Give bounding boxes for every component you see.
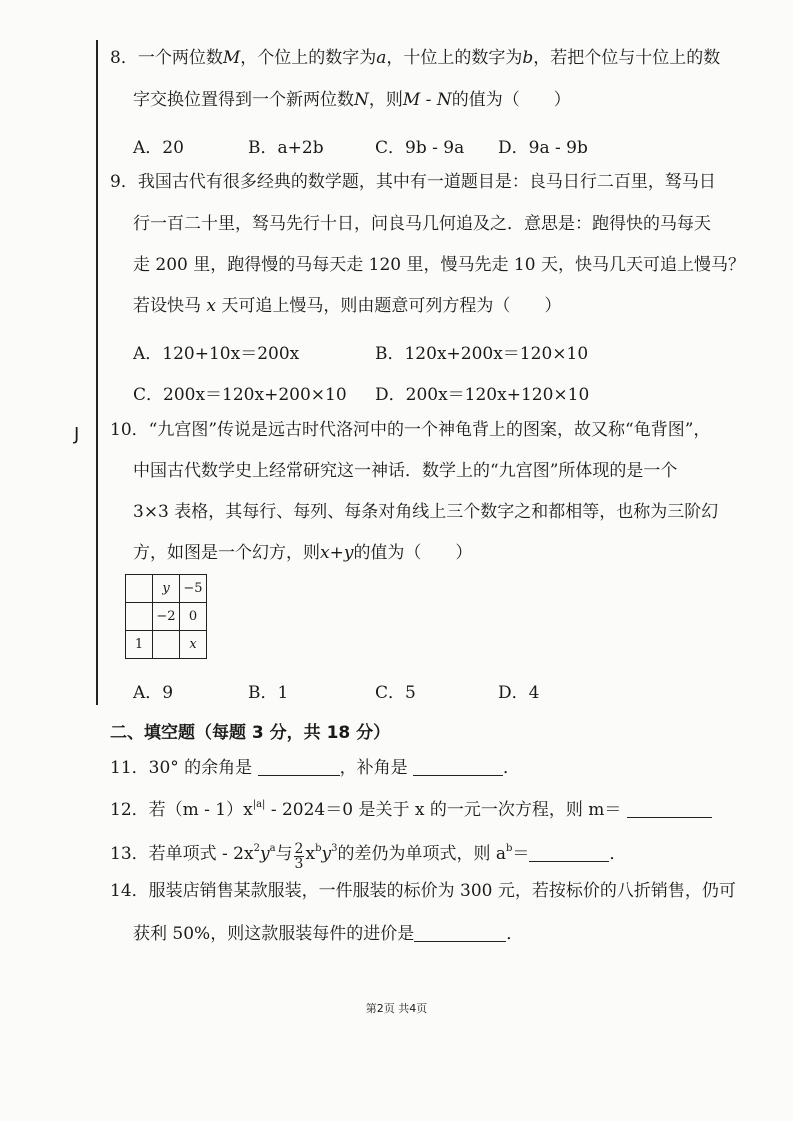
section-heading-fill-in: 二、填空题（每题 3 分，共 18 分） xyxy=(110,723,391,743)
answer-blank[interactable] xyxy=(413,759,503,776)
q13-line: 13．若单项式 - $2x^2y^a$与 $\frac{2}{3}$ $x^by^3$的差仍为单项式，则 $a^b=$ ． xyxy=(110,841,627,872)
grid-cell: 1 xyxy=(126,631,153,659)
q8-option-d: D．9a - 9b xyxy=(498,138,588,158)
q14-line-1: 14．服装店销售某款服装，一件服装的标价为 300 元，若按标价的八折销售，仍可 xyxy=(110,881,736,901)
q10-line-2: 中国古代数学史上经常研究这一神话．数学上的“九宫图”所体现的是一个 xyxy=(133,461,678,481)
answer-blank[interactable] xyxy=(414,925,506,942)
grid-cell xyxy=(153,631,180,659)
grid-cell xyxy=(126,575,153,603)
q10-line-4: 方，如图是一个幻方，则x+y的值为（ ） xyxy=(133,543,473,563)
magic-square-grid xyxy=(125,574,207,659)
margin-mark: J xyxy=(74,424,80,445)
fraction-two-thirds: $\frac{2}{3}$ xyxy=(294,841,304,872)
q9-option-c: C．200x＝120x+200×10 xyxy=(133,385,347,405)
q10-line-1: 10．“九宫图”传说是远古时代洛河中的一个神龟背上的图案，故又称“龟背图”， xyxy=(110,420,711,440)
q9-line-3: 走 200 里，跑得慢的马每天走 120 里，慢马先走 10 天，快马几天可追上慢马？ xyxy=(133,255,745,275)
q8-option-c: C．9b - 9a xyxy=(375,138,465,158)
answer-blank[interactable] xyxy=(529,845,609,862)
grid-cell xyxy=(126,603,153,631)
answer-blank[interactable] xyxy=(258,759,340,776)
q8-line-2: 字交换位置得到一个新两位数N，则M - N的值为（ ） xyxy=(133,90,571,110)
q9-line-4: 若设快马 x 天可追上慢马，则由题意可列方程为（ ） xyxy=(133,296,562,316)
q8-option-b: B．a+2b xyxy=(248,138,324,158)
q14-line-2: 获利 50%，则这款服装每件的进价是 ． xyxy=(133,924,524,944)
grid-cell: −2 xyxy=(153,603,180,631)
q9-option-d: D．200x＝120x+120×10 xyxy=(375,385,590,405)
q10-option-b: B．1 xyxy=(248,683,289,703)
grid-cell: 0 xyxy=(180,603,207,631)
answer-blank[interactable] xyxy=(627,801,712,818)
q11-line: 11．30° 的余角是 ，补角是 ． xyxy=(110,758,520,778)
binding-margin-line xyxy=(96,40,98,705)
q8-line-1: 8．一个两位数M，个位上的数字为a，十位上的数字为b，若把个位与十位上的数 xyxy=(110,48,721,68)
q9-line-2: 行一百二十里，驽马先行十日，问良马几何追及之．意思是：跑得快的马每天 xyxy=(133,214,711,234)
q9-line-1: 9．我国古代有很多经典的数学题，其中有一道题目是：良马日行二百里，驽马日 xyxy=(110,172,716,192)
q8-option-a: A．20 xyxy=(133,138,184,158)
grid-cell: x xyxy=(180,631,207,659)
q10-option-a: A．9 xyxy=(133,683,174,703)
q10-line-3: 3×3 表格，其每行、每列、每条对角线上三个数字之和都相等，也称为三阶幻 xyxy=(133,502,719,522)
q10-option-c: C．5 xyxy=(375,683,416,703)
grid-cell: −5 xyxy=(180,575,207,603)
page-number-footer: 第2页 共4页 xyxy=(365,1002,428,1015)
q9-option-b: B．120x+200x＝120×10 xyxy=(375,344,589,364)
q12-line: 12．若$(m - 1)x^{|a|} - 2024=0$ 是关于 x 的一元一次方程，则 m＝ xyxy=(110,800,712,819)
q9-option-a: A．120+10x＝200x xyxy=(133,344,300,364)
q10-option-d: D．4 xyxy=(498,683,540,703)
grid-cell: y xyxy=(153,575,180,603)
